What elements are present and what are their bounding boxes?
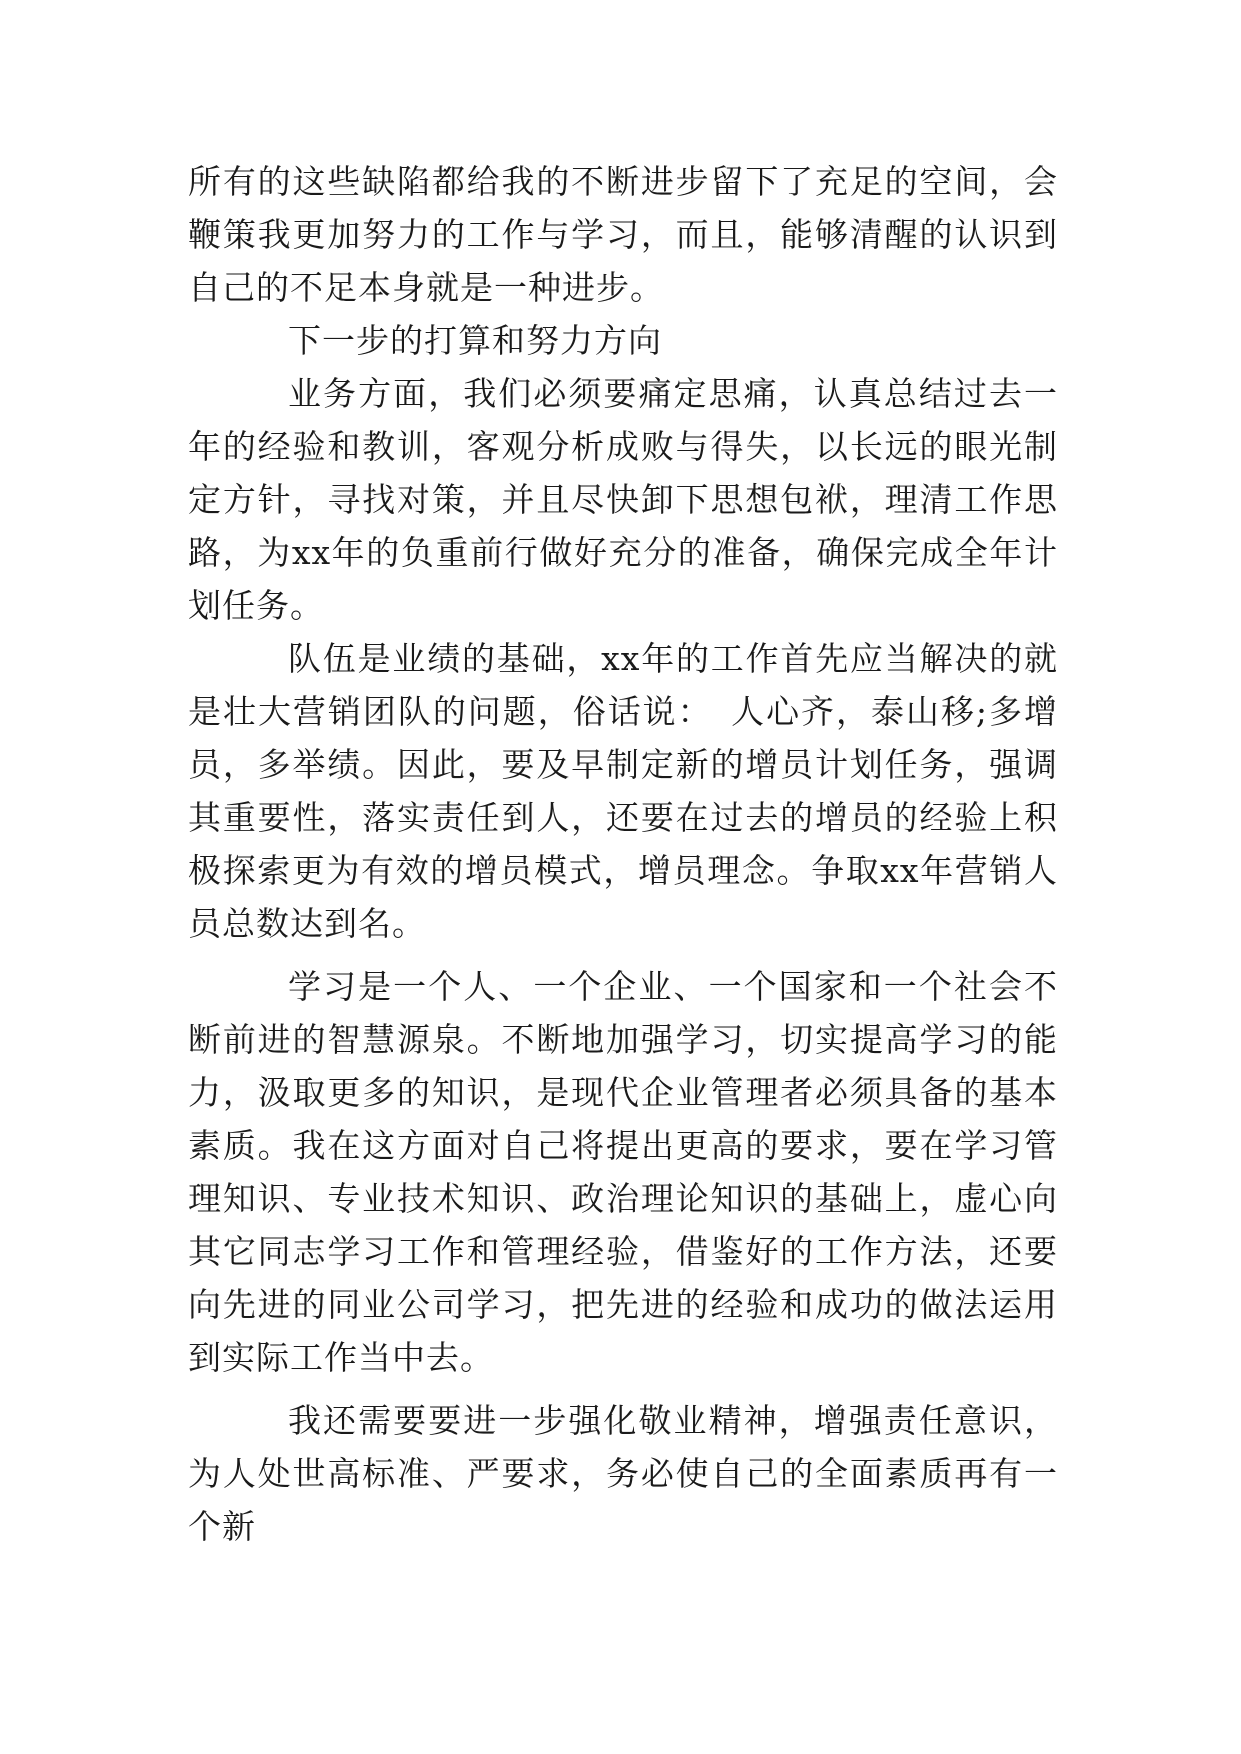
- paragraph-dedication: 我还需要要进一步强化敬业精神，增强责任意识，为人处世高标准、严要求，务必使自己的全面素质再有一个新: [188, 1401, 1058, 1546]
- paragraph-team: 队伍是业绩的基础，xx年的工作首先应当解决的就是壮大营销团队的问题，俗话说： 人心齐，泰山移;多增员，多举绩。因此，要及早制定新的增员计划任务，强调其重要性，落实责任到人，还要在过去的增员的经验上积极探索更为有效的增员模式，增员理念。争取xx年营销人员总数达到名。: [188, 639, 1058, 943]
- paragraph-learning: 学习是一个人、一个企业、一个国家和一个社会不断前进的智慧源泉。不断地加强学习，切实提高学习的能力，汲取更多的知识，是现代企业管理者必须具备的基本素质。我在这方面对自己将提出更高的要求，要在学习管理知识、专业技术知识、政治理论知识的基础上，虚心向其它同志学习工作和管理经验，借鉴好的工作方法，还要向先进的同业公司学习，把先进的经验和成功的做法运用到实际工作当中去。: [188, 967, 1058, 1377]
- document-body: [188, 155, 1058, 1553]
- paragraph-business: 业务方面，我们必须要痛定思痛，认真总结过去一年的经验和教训，客观分析成败与得失，以长远的眼光制定方针，寻找对策，并且尽快卸下思想包袱，理清工作思路，为xx年的负重前行做好充分的准备，确保完成全年计划任务。: [188, 374, 1058, 625]
- paragraph-shortcomings: 所有的这些缺陷都给我的不断进步留下了充足的空间，会鞭策我更加努力的工作与学习，而且，能够清醒的认识到自己的不足本身就是一种进步。: [188, 162, 1058, 307]
- section-heading-next-steps: 下一步的打算和努力方向: [288, 321, 662, 360]
